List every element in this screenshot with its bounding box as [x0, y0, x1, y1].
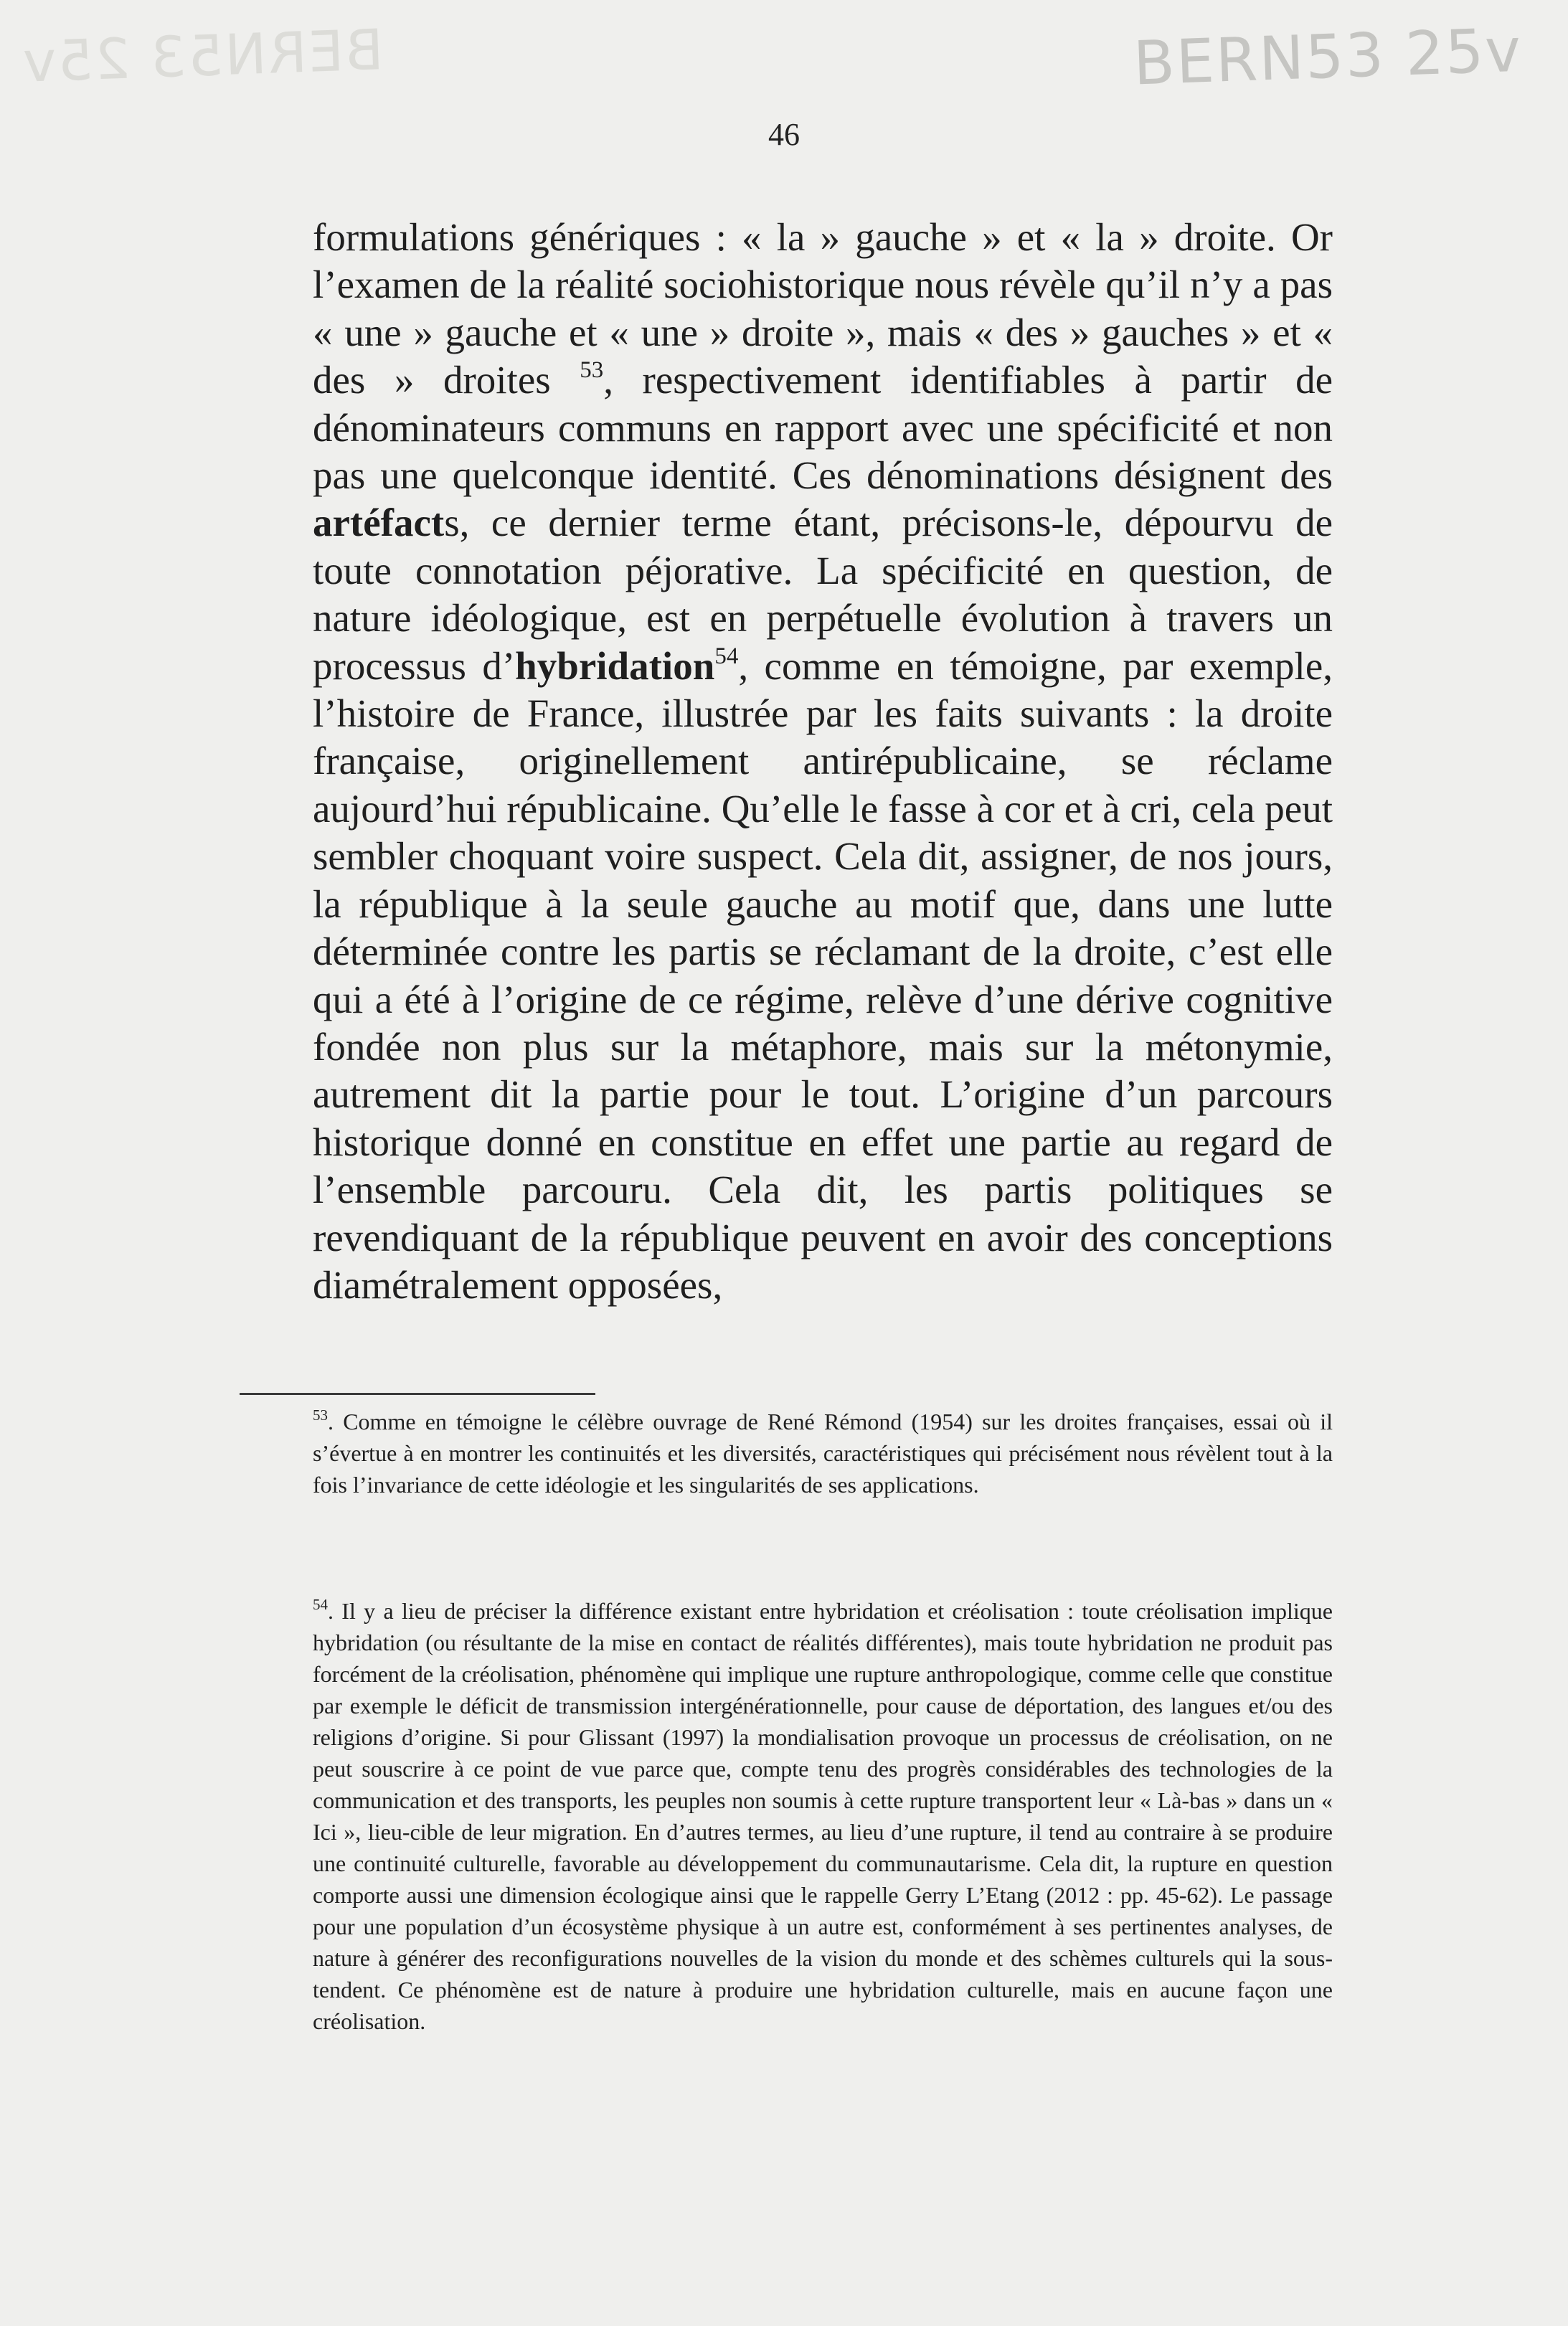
- footnote-reference-53[interactable]: 53: [580, 357, 604, 384]
- bleed-through-mark: BERN53 25v: [20, 18, 385, 95]
- paragraph-text-part-2: , respectivement identifiables à partir de dénominateurs communs en rapport avec une spécificité et non pas une quelconque identité. Ces dénominations désignent des: [313, 358, 1333, 498]
- footnote-text-53: . Comme en témoigne le célèbre ouvrage de René Rémond (1954) sur les droites françaises, essai où il s’évertue à en montrer les continuités et les diversités, caractéristiques qui précisément nous révèlent tout à la fois l’invariance de cette idéologie et les singularités de ses applications.: [313, 1409, 1333, 1498]
- footnote-54: [313, 1595, 1333, 2037]
- page-number: 46: [768, 117, 800, 152]
- term-artefacts: artéfact: [313, 501, 445, 545]
- paragraph-text-part-3: s, ce dernier terme étant, précisons-le, dépourvu de toute connotation péjorative. La spécificité en question, de nature idéologique, est en perpétuelle évolution à travers un processus d’: [313, 501, 1333, 688]
- footnote-marker-53: 53: [313, 1407, 328, 1424]
- archive-handwritten-mark: BERN53 25v: [1132, 14, 1524, 99]
- footnote-53: [313, 1406, 1333, 1500]
- paragraph-text-part-1: formulations génériques : « la » gauche » et « la » droite. Or l’examen de la réalité sociohistorique nous révèle qu’il n’y a pas « une » gauche et « une » droite », mais « des » gauches » et « des » droites: [313, 215, 1333, 402]
- main-paragraph: [313, 214, 1333, 1309]
- footnote-text-54: . Il y a lieu de préciser la différence existant entre hybridation et créolisation : toute créolisation implique hybridation (ou résultante de la mise en contact de réalités différentes), mais toute hybridation ne produit pas forcément de la créolisation, phénomène qui implique une rupture anthropologique, comme celle que constitue par exemple le déficit de transmission intergénérationnelle, pour cause de déportation, des langues et/ou des religions d’origine. Si pour Glissant (1997) la mondialisation provoque un processus de créolisation, on ne peut souscrire à ce point de vue parce que, compte tenu des progrès considérables des technologies de la communication et des transports, les peuples non soumis à cette rupture transportent leur « Là-bas » dans un « Ici », lieu-cible de leur migration. En d’autres termes, au lieu d’une rupture, il tend au contraire à se produire une continuité culturelle, favorable au développement du communautarisme. Cela dit, la rupture en question comporte aussi une dimension écologique ainsi que le rappelle Gerry L’Etang (2012 : pp. 45-62). Le passage pour une population d’un écosystème physique à un autre est, conformément à ses pertinentes analyses, de nature à générer des reconfigurations nouvelles de la vision du monde et des schèmes culturels qui la sous-tendent. Ce phénomène est de nature à produire une hybridation culturelle, mais en aucune façon une créolisation.: [313, 1598, 1333, 2034]
- footnote-reference-54[interactable]: 54: [714, 643, 739, 669]
- footnote-separator: [240, 1393, 595, 1395]
- term-hybridation: hybridation: [515, 643, 715, 688]
- paragraph-text-part-4: , comme en témoigne, par exemple, l’histoire de France, illustrée par les faits suivants : la droite française, originellement antirépublicaine, se réclame aujourd’hui républicaine. Qu’elle le fasse à cor et à cri, cela peut sembler choquant voire suspect. Cela dit, assigner, de nos jours, la république à la seule gauche au motif que, dans une lutte déterminée contre les partis se réclamant de la droite, c’est elle qui a été à l’origine de ce régime, relève d’une dérive cognitive fondée non plus sur la métaphore, mais sur la métonymie, autrement dit la partie pour le tout. L’origine d’un parcours historique donné en constitue en effet une partie au regard de l’ensemble parcouru. Cela dit, les partis politiques se revendiquant de la république peuvent en avoir des conceptions diamétralement opposées,: [313, 643, 1333, 1307]
- footnote-marker-54: 54: [313, 1596, 328, 1613]
